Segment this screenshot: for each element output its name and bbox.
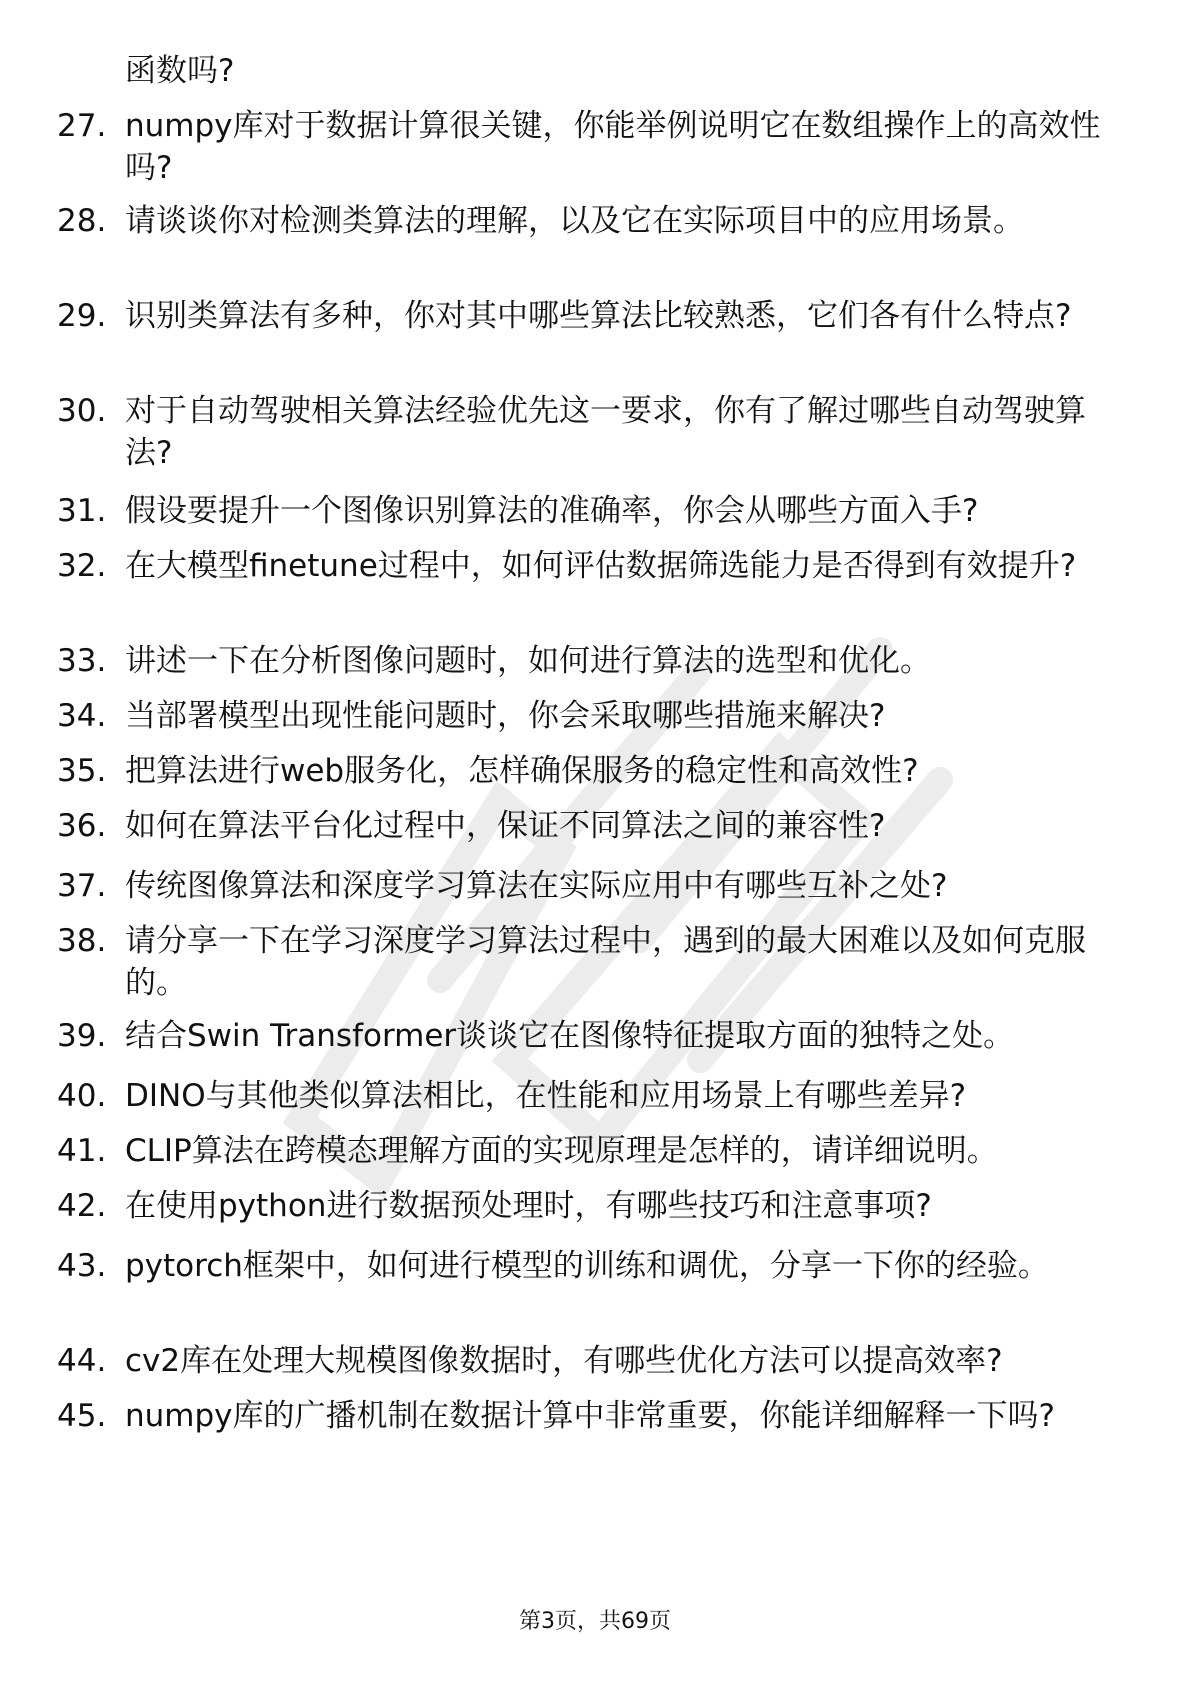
question-number: 33.: [57, 643, 107, 679]
question-item: [57, 1130, 1137, 1172]
question-text: 假设要提升一个图像识别算法的准确率，你会从哪些方面入手?: [125, 493, 979, 529]
question-text: 在大模型finetune过程中，如何评估数据筛选能力是否得到有效提升?: [125, 548, 1077, 584]
question-text: numpy库对于数据计算很关键，你能举例说明它在数组操作上的高效性吗?: [125, 108, 1101, 186]
question-text: 当部署模型出现性能问题时，你会采取哪些措施来解决?: [125, 698, 886, 734]
question-number: 31.: [57, 493, 107, 529]
question-item: [57, 490, 1137, 532]
question-number: 45.: [57, 1398, 107, 1434]
question-text: CLIP算法在跨模态理解方面的实现原理是怎样的，请详细说明。: [125, 1133, 998, 1169]
page-footer: 第3页，共69页: [519, 1609, 671, 1634]
question-text: 如何在算法平台化过程中，保证不同算法之间的兼容性?: [125, 808, 886, 844]
question-text: pytorch框架中，如何进行模型的训练和调优，分享一下你的经验。: [125, 1248, 1049, 1284]
question-item: [57, 390, 1137, 474]
question-item: [57, 1075, 1137, 1117]
question-text: 请分享一下在学习深度学习算法过程中，遇到的最大困难以及如何克服的。: [125, 923, 1086, 1001]
question-number: 39.: [57, 1018, 107, 1054]
question-item: [57, 920, 1137, 1004]
question-text: numpy库的广播机制在数据计算中非常重要，你能详细解释一下吗?: [125, 1398, 1055, 1434]
question-number: 40.: [57, 1078, 107, 1114]
question-number: 34.: [57, 698, 107, 734]
question-text: 识别类算法有多种，你对其中哪些算法比较熟悉，它们各有什么特点?: [125, 298, 1072, 334]
question-text: 讲述一下在分析图像问题时，如何进行算法的选型和优化。: [125, 643, 931, 679]
question-number: 28.: [57, 203, 107, 239]
question-item: [57, 640, 1137, 682]
question-item: [57, 1395, 1137, 1437]
question-number: 44.: [57, 1343, 107, 1379]
question-item: [57, 750, 1137, 792]
question-text: 在使用python进行数据预处理时，有哪些技巧和注意事项?: [125, 1188, 932, 1224]
question-number: 41.: [57, 1133, 107, 1169]
question-text: 请谈谈你对检测类算法的理解，以及它在实际项目中的应用场景。: [125, 203, 1024, 239]
question-number: 35.: [57, 753, 107, 789]
question-item: [57, 200, 1137, 242]
question-item: [57, 1015, 1137, 1057]
question-number: 38.: [57, 923, 107, 959]
continuation-text: 函数吗?: [125, 53, 235, 89]
question-number: 30.: [57, 393, 107, 429]
question-text: 传统图像算法和深度学习算法在实际应用中有哪些互补之处?: [125, 868, 948, 904]
question-item: [57, 865, 1137, 907]
question-item: [57, 1340, 1137, 1382]
question-text: cv2库在处理大规模图像数据时，有哪些优化方法可以提高效率?: [125, 1343, 1003, 1379]
question-number: 27.: [57, 108, 107, 144]
question-number: 29.: [57, 298, 107, 334]
question-number: 37.: [57, 868, 107, 904]
question-item: [57, 295, 1137, 337]
question-item: [57, 1185, 1137, 1227]
question-text: 结合Swin Transformer谈谈它在图像特征提取方面的独特之处。: [125, 1018, 1015, 1054]
question-item: [57, 105, 1137, 189]
question-number: 42.: [57, 1188, 107, 1224]
question-item: [57, 1245, 1137, 1287]
question-item: [57, 545, 1137, 587]
question-text: DINO与其他类似算法相比，在性能和应用场景上有哪些差异?: [125, 1078, 967, 1114]
question-number: 32.: [57, 548, 107, 584]
question-text: 把算法进行web服务化，怎样确保服务的稳定性和高效性?: [125, 753, 919, 789]
question-number: 43.: [57, 1248, 107, 1284]
question-item: [57, 695, 1137, 737]
question-item: [57, 805, 1137, 847]
question-text: 对于自动驾驶相关算法经验优先这一要求，你有了解过哪些自动驾驶算法?: [125, 393, 1086, 471]
question-number: 36.: [57, 808, 107, 844]
